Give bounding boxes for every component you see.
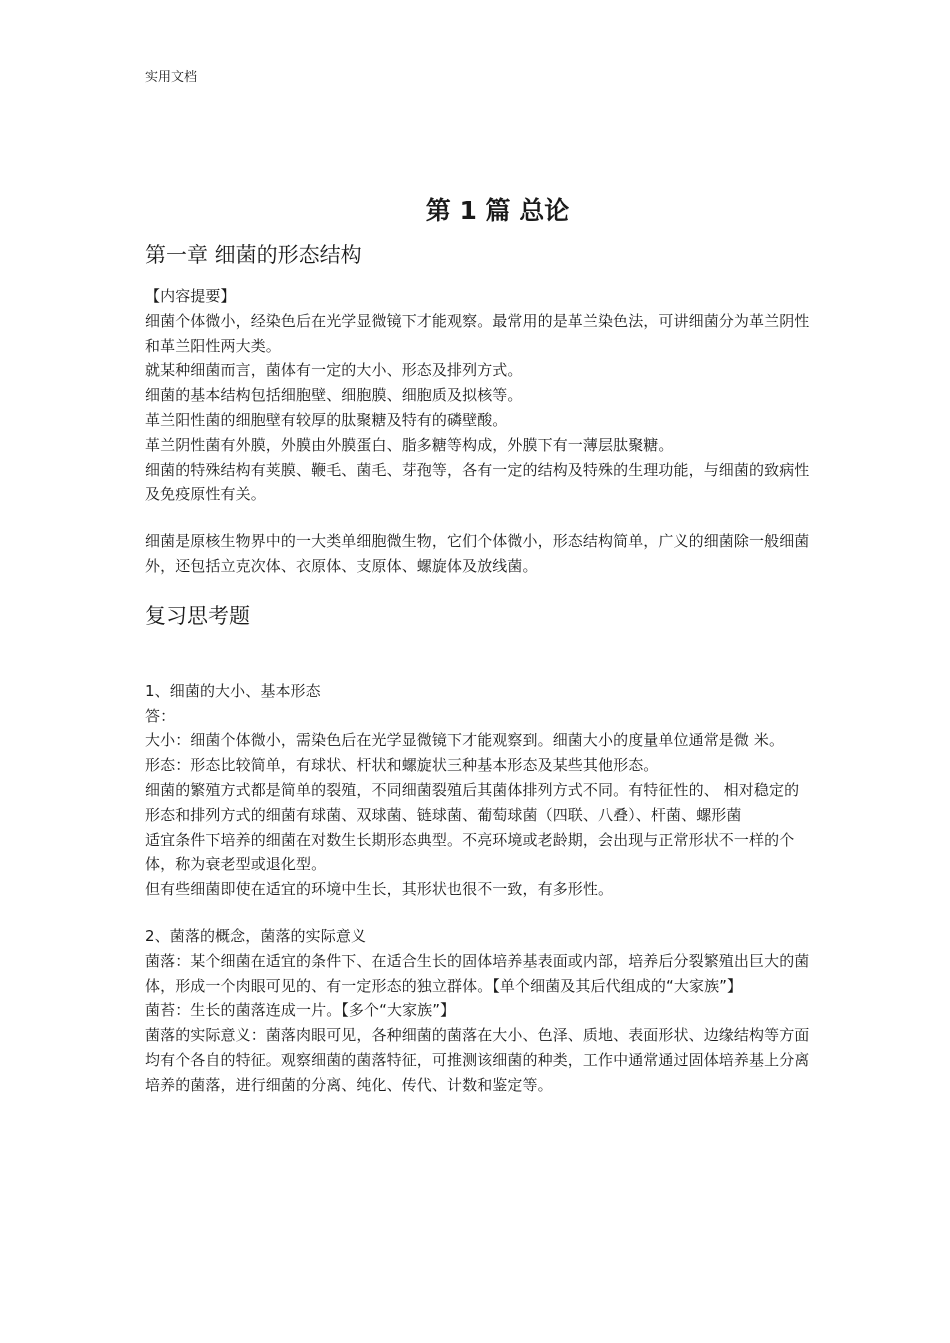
document-content bbox=[145, 193, 810, 1098]
answer-line: 大小：细菌个体微小，需染色后在光学显微镜下才能观察到。细菌大小的度量单位通常是微 米。 bbox=[145, 731, 785, 750]
question-1 bbox=[145, 679, 810, 902]
question-title: 2、菌落的概念，菌落的实际意义 bbox=[145, 926, 367, 945]
question-title: 1、细菌的大小、基本形态 bbox=[145, 681, 321, 700]
summary-extra: 细菌是原核生物界中的一大类单细胞微生物，它们个体微小，形态结构简单，广义的细菌除一般细菌外，还包括立克次体、衣原体、支原体、螺旋体及放线菌。 bbox=[145, 532, 810, 575]
spacer bbox=[145, 631, 810, 679]
summary-heading: 【内容提要】 bbox=[145, 287, 236, 305]
question-2 bbox=[145, 924, 810, 1098]
answer-line: 菌落的实际意义：菌落肉眼可见，各种细菌的菌落在大小、色泽、质地、表面形状、边缘结构等方面均有个各自的特征。观察细菌的菌落特征，可推测该细菌的种类，工作中通常通过固体培养基上分离培养的菌落，进行细菌的分离、纯化、传代、计数和鉴定等。 bbox=[145, 1026, 810, 1094]
spacer bbox=[145, 507, 810, 529]
review-heading: 复习思考题 bbox=[145, 603, 250, 628]
answer-line: 形态：形态比较简单，有球状、杆状和螺旋状三种基本形态及某些其他形态。 bbox=[145, 756, 659, 775]
header-label: 实用文档 bbox=[145, 70, 198, 85]
part-title: 第 1 篇 总论 bbox=[425, 196, 570, 225]
summary-line: 就某种细菌而言，菌体有一定的大小、形态及排列方式。 bbox=[145, 361, 523, 380]
answer-line: 菌落：某个细菌在适宜的条件下、在适合生长的固体培养基表面或内部，培养后分裂繁殖出巨大的菌体，形成一个肉眼可见的、有一定形态的独立群体。【单个细菌及其后代组成的“大家族”】 bbox=[145, 951, 810, 995]
summary-section bbox=[145, 284, 810, 579]
answer-line: 但有些细菌即使在适宜的环境中生长，其形状也很不一致，有多形性。 bbox=[145, 880, 614, 899]
answer-label: 答： bbox=[145, 706, 176, 725]
summary-line: 细菌的特殊结构有荚膜、鞭毛、菌毛、芽孢等，各有一定的结构及特殊的生理功能，与细菌的致病性及免疫原性有关。 bbox=[145, 460, 810, 504]
answer-line: 菌苔：生长的菌落连成一片。【多个“大家族”】 bbox=[145, 1001, 456, 1020]
chapter-title: 第一章 细菌的形态结构 bbox=[145, 243, 362, 267]
answer-line: 细菌的繁殖方式都是简单的裂殖，不同细菌裂殖后其菌体排列方式不同。有特征性的、 相对稳定的形态和排列方式的细菌有球菌、双球菌、链球菌、葡萄球菌（四联、八叠）、杆菌、螺形菌 bbox=[145, 780, 800, 824]
summary-line: 细菌的基本结构包括细胞壁、细胞膜、细胞质及拟核等。 bbox=[145, 386, 523, 405]
spacer bbox=[145, 902, 810, 924]
spacer bbox=[145, 579, 810, 601]
summary-line: 细菌个体微小，经染色后在光学显微镜下才能观察。最常用的是革兰染色法，可讲细菌分为革兰阴性和革兰阳性两大类。 bbox=[145, 311, 810, 355]
answer-line: 适宜条件下培养的细菌在对数生长期形态典型。不亮环境或老龄期，会出现与正常形状不一样的个体，称为衰老型或退化型。 bbox=[145, 830, 795, 874]
summary-line: 革兰阳性菌的细胞壁有较厚的肽聚糖及特有的磷壁酸。 bbox=[145, 410, 508, 429]
summary-line: 革兰阴性菌有外膜，外膜由外膜蛋白、脂多糖等构成，外膜下有一薄层肽聚糖。 bbox=[145, 435, 674, 454]
